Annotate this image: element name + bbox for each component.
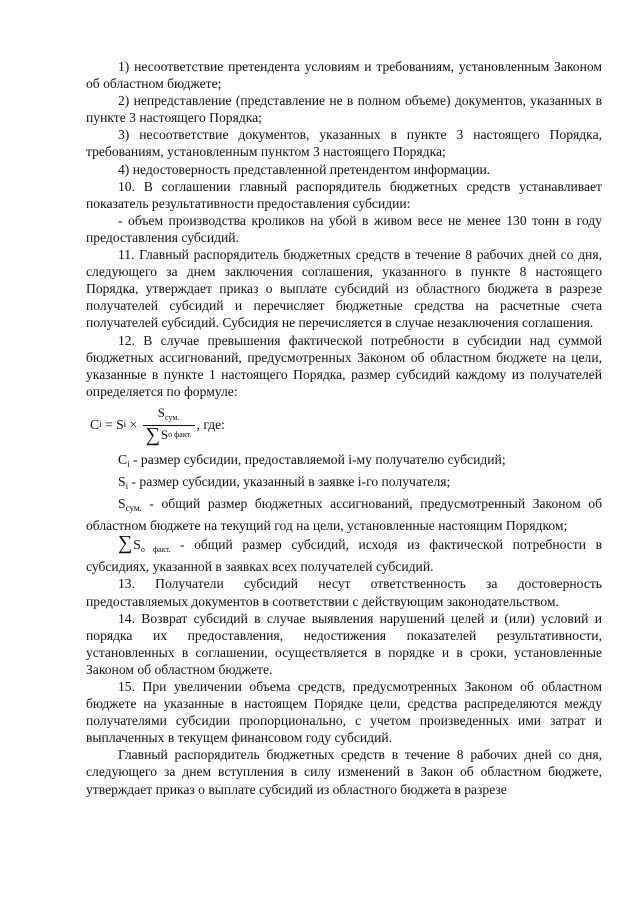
formula-numerator: S (157, 405, 165, 421)
formula-times: × (126, 417, 141, 433)
paragraph: Главный распорядитель бюджетных средств в течение 8 рабочих дней со дня, следующего за днем вступления в силу изменений в Закон об областном бюджете, утверждает приказ о выплате субсидий из областного бюджета в разрезе (86, 747, 602, 797)
paragraph: 11. Главный распорядитель бюджетных средств в течение 8 рабочих дней со дня, следующего за днем заключения соглашения, указанного в пункте 8 настоящего Порядка, утверждает приказ о выплате субсидий из областного бюджета в разрезе получателей субсидий и перечисляет бюджетные средства на расчетные счета получателей субсидий. Субсидия не перечисляется в случае незаключения соглашения. (86, 247, 602, 331)
definition-text: - размер субсидии, указанный в заявке i-го получателя; (128, 473, 451, 489)
symbol-ssum: S (118, 496, 126, 512)
paragraph: 1) несоответствие претендента условиям и требованиям, установленным Законом об областном бюджете; (86, 59, 602, 92)
definition-sfact (86, 534, 602, 575)
formula-denominator-sub: о факт. (168, 430, 192, 440)
formula-s-sub: i (123, 419, 127, 430)
formula-denominator: S (160, 427, 169, 443)
definition-ssum (86, 495, 602, 534)
symbol-sfact: S (133, 537, 141, 553)
sigma-symbol: ∑ (118, 532, 133, 555)
symbol-ssum-sub: сум. (125, 503, 142, 514)
definition-text: - размер субсидии, предоставляемой i-му получателю субсидий; (129, 451, 506, 467)
symbol-si: S (118, 473, 126, 489)
definition-ci (86, 451, 602, 473)
definition-text: - общий размер бюджетных ассигнований, предусмотренный Законом об областном бюджете на текущий год на цели, установленные настоящим Порядком; (86, 496, 602, 534)
paragraph: 3) несоответствие документов, указанных в пункте 3 настоящего Порядка, требованиям, установленным пунктом 3 настоящего Порядка; (86, 127, 602, 160)
symbol-ci: C (118, 451, 128, 467)
paragraph: 15. При увеличении объема средств, предусмотренных Законом об областном бюджете на указанные в настоящем Порядке цели, средства распределяются между получателями субсидии пропорционально, с учетом произведенных ими затрат и выплаченных в текущем финансовом году субсидий. (86, 679, 602, 746)
formula-eq: = (101, 417, 117, 433)
paragraph: 10. В соглашении главный распорядитель бюджетных средств устанавливает показатель результативности предоставления субсидии: (86, 178, 602, 211)
definition-text: - общий размер субсидий, исходя из фактической потребности в субсидиях, указанной в заявках всех получателей субсидий. (86, 537, 602, 575)
paragraph: 14. Возврат субсидий в случае выявления нарушений целей и (или) условий и порядка их предоставления, недостижения показателей результативности, установленных в соглашении, осуществляется в порядке и в сроки, установленные Законом об областном бюджете. (86, 610, 602, 677)
paragraph: 2) непредставление (представление не в полном объеме) документов, указанных в пункте 3 настоящего Порядка; (86, 93, 602, 126)
formula-lhs: C (90, 417, 100, 433)
formula-lhs-sub: i (99, 419, 102, 430)
sigma-symbol: ∑ (145, 424, 160, 447)
formula-tail: , где: (196, 417, 225, 433)
paragraph: 4) недостоверность представленной претендентом информации. (118, 161, 491, 177)
symbol-sfact-sub: о факт. (140, 545, 171, 555)
formula-fraction (143, 405, 195, 447)
subsidy-formula (86, 401, 602, 449)
definition-si (86, 473, 602, 495)
symbol-ci-sub: i (127, 458, 130, 469)
paragraph: - объем производства кроликов на убой в живом весе не менее 130 тонн в году предоставления субсидий. (86, 212, 602, 245)
paragraph: 12. В случае превышения фактической потребности в субсидии над суммой бюджетных ассигнований, предусмотренных Законом об областном бюджете на цели, указанные в пункте 1 настоящего Порядка, размер субсидий каждому из получателей определяется по формуле: (86, 332, 602, 399)
symbol-si-sub: i (125, 480, 129, 491)
formula-numerator-sub: сум. (164, 413, 180, 423)
paragraph: 13. Получатели субсидий несут ответственность за достоверность предоставляемых документов в соответствии с действующим законодательством. (86, 576, 602, 609)
formula-s: S (116, 417, 124, 433)
